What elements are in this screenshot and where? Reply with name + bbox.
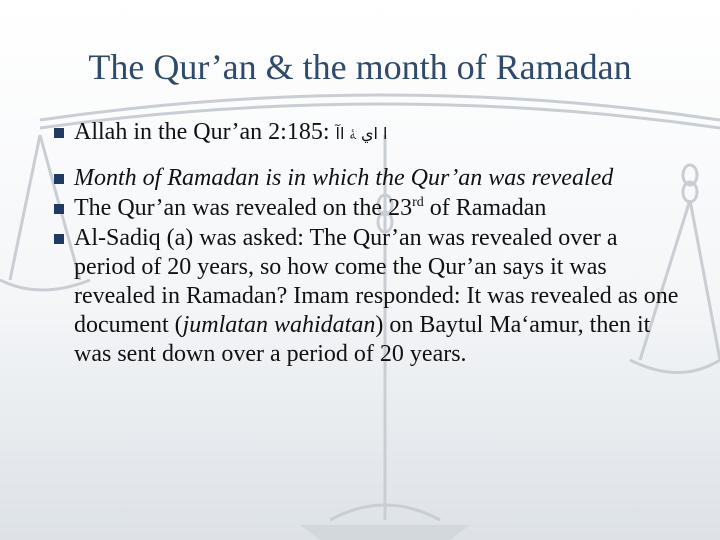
- square-bullet-icon: [54, 234, 64, 244]
- bullet-text-after: ) on Baytul Ma‘amur, then it was sent down over a period of 20 years.: [74, 312, 651, 367]
- square-bullet-icon: [54, 204, 64, 214]
- bullet-list: [54, 118, 684, 377]
- arabic-verse: ا اي ﮥ اﺁ: [335, 124, 388, 143]
- bullet-item-quran-verse: [54, 118, 684, 148]
- bullet-italic-term: jumlatan wahidatan: [182, 312, 376, 338]
- bullet-text: Month of Ramadan is in which the Qur’an was revealed: [74, 165, 614, 191]
- bullet-item-revealed-23rd: [54, 194, 684, 223]
- ordinal-suffix: rd: [412, 195, 424, 210]
- bullet-text-before: The Qur’an was revealed on the 23: [74, 195, 413, 221]
- bullet-item-month-ramadan: [54, 164, 684, 193]
- bullet-text-after: of Ramadan: [423, 195, 547, 221]
- bullet-item-al-sadiq: [54, 224, 684, 369]
- bullet-text-before: Al-Sadiq (a) was asked: The Qur’an was revealed over a period of 20 years, so how come the Qur’an says it was revealed in Ramadan? Imam responded: It was revealed as one document (: [74, 225, 679, 338]
- square-bullet-icon: [54, 128, 64, 138]
- slide-title: The Qur’an & the month of Ramadan: [88, 47, 632, 87]
- bullet-text: Allah in the Qur’an 2:185:: [74, 119, 330, 145]
- square-bullet-icon: [54, 174, 64, 184]
